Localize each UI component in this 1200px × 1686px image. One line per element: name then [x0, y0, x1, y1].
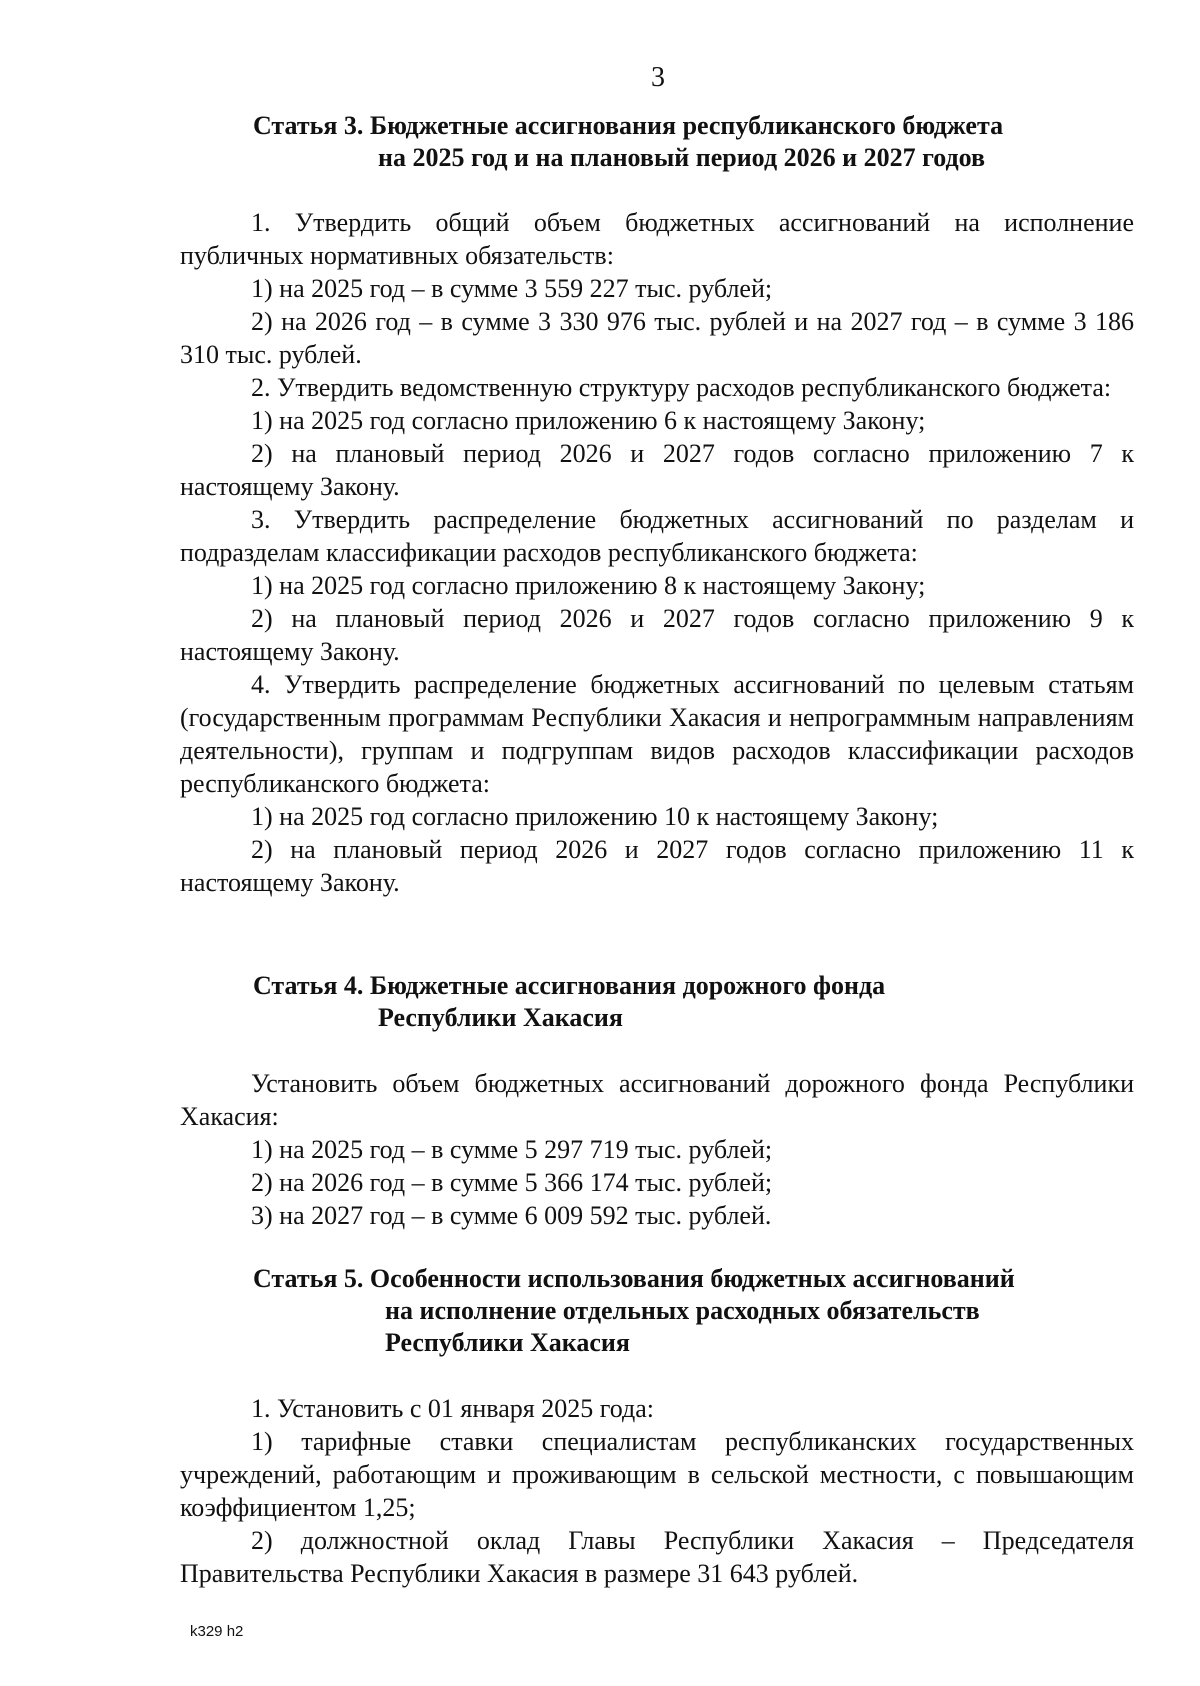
- article-5-heading: [253, 1263, 1015, 1359]
- article-3-heading: [253, 110, 1003, 174]
- article-4-heading-line-2: Республики Хакасия: [378, 1003, 623, 1032]
- document-code: k329 h2: [190, 1623, 244, 1640]
- article-4-paragraph: Установить объем бюджетных ассигнований дорожного фонда Республики Хакасия:: [180, 1069, 1134, 1131]
- page-number: 3: [651, 62, 665, 93]
- article-5-heading-line-3: Республики Хакасия: [385, 1328, 630, 1357]
- article-5-body: [180, 1392, 1134, 1590]
- article-3-paragraph: 1) на 2025 год согласно приложению 6 к настоящему Закону;: [251, 406, 926, 435]
- article-4-body: [180, 1067, 1134, 1232]
- article-3-paragraph: 2. Утвердить ведомственную структуру расходов республиканского бюджета:: [251, 373, 1112, 402]
- article-5-heading-line-2: на исполнение отдельных расходных обязательств: [385, 1296, 980, 1325]
- article-5-paragraph: 2) должностной оклад Главы Республики Хакасия – Председателя Правительства Республики Хакасия в размере 31 643 рублей.: [180, 1526, 1134, 1588]
- article-4-paragraph: 2) на 2026 год – в сумме 5 366 174 тыс. рублей;: [251, 1168, 773, 1197]
- article-5-heading-line-1: Статья 5. Особенности использования бюджетных ассигнований: [253, 1264, 1015, 1293]
- article-3-paragraph: 1) на 2025 год – в сумме 3 559 227 тыс. рублей;: [251, 274, 773, 303]
- article-3-paragraph: 1) на 2025 год согласно приложению 8 к настоящему Закону;: [251, 571, 926, 600]
- article-3-body: [180, 206, 1134, 899]
- article-4-paragraph: 3) на 2027 год – в сумме 6 009 592 тыс. рублей.: [251, 1201, 772, 1230]
- article-4-heading: [253, 970, 885, 1034]
- article-4-paragraph: 1) на 2025 год – в сумме 5 297 719 тыс. рублей;: [251, 1135, 773, 1164]
- article-3-heading-line-1: Статья 3. Бюджетные ассигнования республиканского бюджета: [253, 111, 1004, 140]
- article-5-paragraph: 1) тарифные ставки специалистам республиканских государственных учреждений, работающим и проживающим в сельской местности, с повышающим коэффициентом 1,25;: [180, 1427, 1134, 1522]
- article-4-heading-line-1: Статья 4. Бюджетные ассигнования дорожного фонда: [253, 971, 886, 1000]
- article-5-paragraph: 1. Установить с 01 января 2025 года:: [251, 1394, 654, 1423]
- article-3-heading-line-2: на 2025 год и на плановый период 2026 и 2027 годов: [378, 143, 986, 172]
- article-3-paragraph: 3. Утвердить распределение бюджетных ассигнований по разделам и подразделам классификации расходов республиканского бюджета:: [180, 505, 1134, 567]
- article-3-paragraph: 2) на 2026 год – в сумме 3 330 976 тыс. рублей и на 2027 год – в сумме 3 186 310 тыс. рублей.: [180, 307, 1134, 369]
- article-3-paragraph: 1. Утвердить общий объем бюджетных ассигнований на исполнение публичных нормативных обязательств:: [180, 208, 1134, 270]
- article-3-paragraph: 2) на плановый период 2026 и 2027 годов согласно приложению 11 к настоящему Закону.: [180, 835, 1134, 897]
- article-3-paragraph: 2) на плановый период 2026 и 2027 годов согласно приложению 7 к настоящему Закону.: [180, 439, 1134, 501]
- article-3-paragraph: 4. Утвердить распределение бюджетных ассигнований по целевым статьям (государственным программам Республики Хакасия и непрограммным направлениям деятельности), группам и подгруппам видов расходов классификации расходов республиканского бюджета:: [180, 670, 1134, 798]
- article-3-paragraph: 2) на плановый период 2026 и 2027 годов согласно приложению 9 к настоящему Закону.: [180, 604, 1134, 666]
- article-3-paragraph: 1) на 2025 год согласно приложению 10 к настоящему Закону;: [251, 802, 939, 831]
